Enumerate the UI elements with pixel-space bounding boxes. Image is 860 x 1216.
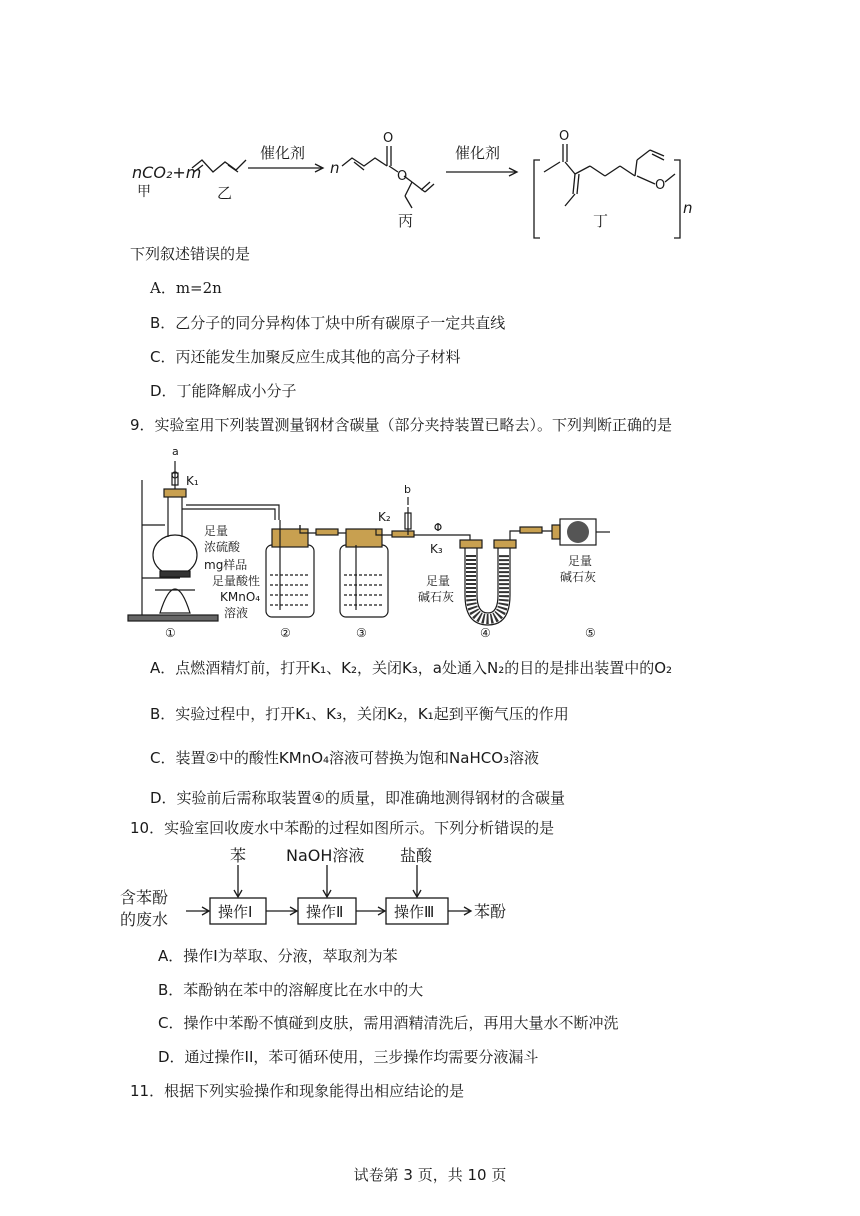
bing-o-label-top: O [383, 131, 394, 146]
q10-option-c: C．操作中苯酚不慎碰到皮肤，需用酒精清洗后，再用大量水不断冲洗 [158, 1014, 619, 1032]
label-lime-1: 足量 [426, 574, 451, 588]
q9-stem: 9．实验室用下列装置测量钢材含碳量（部分夹持装置已略去）。下列判断正确的是 [130, 416, 673, 434]
q8-stem: 下列叙述错误的是 [130, 245, 251, 263]
page-footer: 试卷第 3 页，共 10 页 [353, 1166, 507, 1184]
label-sample: mg样品 [204, 558, 248, 572]
reactant-formula: nCO₂+m [132, 163, 202, 182]
q8-option-b: B．乙分子的同分异构体丁炔中所有碳原子一定共直线 [150, 314, 506, 332]
q8-option-a: A．m=2n [150, 279, 222, 297]
bottle-2 [266, 545, 314, 617]
q9-option-c: C．装置②中的酸性KMnO₄溶液可替换为饱和NaHCO₃溶液 [150, 749, 540, 767]
catalyst-label-2: 催化剂 [455, 144, 501, 162]
label-b: b [404, 483, 411, 496]
flow-input-1: 含苯酚 [120, 888, 169, 907]
q8-option-d: D．丁能降解成小分子 [150, 382, 297, 400]
q9-apparatus-diagram [120, 445, 740, 645]
label-lime-3: 足量 [568, 554, 593, 568]
q10-option-a: A．操作I为萃取、分液，萃取剂为苯 [158, 947, 398, 965]
stand-base [128, 615, 218, 621]
label-ding: 丁 [593, 212, 609, 230]
bing-o-label-ester: O [397, 169, 408, 184]
arrow-2 [446, 168, 517, 176]
q8-option-c: C．丙还能发生加聚反应生成其他的高分子材料 [150, 348, 461, 366]
flow-reagent-hcl: 盐酸 [400, 846, 433, 865]
reaction-scheme [0, 110, 860, 240]
flow-op3-label: 操作Ⅲ [394, 903, 435, 921]
n-prefix: n [330, 159, 340, 177]
label-unit-2: ② [280, 626, 291, 640]
label-k3: K₃ [430, 542, 443, 556]
label-unit-4: ④ [480, 626, 491, 640]
q10-flowchart [120, 845, 680, 935]
label-k2: K₂ [378, 510, 391, 524]
label-jia: 甲 [137, 184, 151, 200]
label-unit-5: ⑤ [585, 626, 596, 640]
ding-o-label-carbonyl: O [559, 129, 570, 144]
q9-option-d: D．实验前后需称取装置④的质量，即准确地测得钢材的含碳量 [150, 789, 566, 807]
flask-body [153, 535, 197, 575]
label-lime-4: 碱石灰 [560, 570, 597, 584]
label-unit-1: ① [165, 626, 176, 640]
q9-option-a: A．点燃酒精灯前，打开K₁、K₂，关闭K₃，a处通入N₂的目的是排出装置中的O₂ [150, 659, 673, 677]
flow-op1-label: 操作I [218, 903, 253, 921]
label-lime-2: 碱石灰 [418, 590, 455, 604]
label-kmno4-3: 溶液 [224, 606, 249, 620]
label-yi: 乙 [217, 184, 233, 202]
label-a: a [172, 445, 179, 458]
q10-option-b: B．苯酚钠在苯中的溶解度比在水中的大 [158, 981, 424, 999]
label-k1: K₁ [186, 474, 199, 488]
label-kmno4-1: 足量酸性 [212, 574, 261, 588]
flow-op2-label: 操作Ⅱ [306, 903, 344, 921]
q9-option-b: B．实验过程中，打开K₁、K₃，关闭K₂，K₁起到平衡气压的作用 [150, 705, 569, 723]
label-bing: 丙 [398, 212, 414, 230]
bottle-3 [340, 545, 388, 617]
q10-stem: 10．实验室回收废水中苯酚的过程如图所示。下列分析错误的是 [130, 819, 555, 837]
flow-input-2: 的废水 [120, 910, 169, 929]
flow-reagent-naoh: NaOH溶液 [286, 846, 365, 865]
label-unit-3: ③ [356, 626, 367, 640]
flow-reagent-benzene: 苯 [230, 846, 247, 865]
ding-o-label-ether: O [655, 178, 666, 193]
label-acid-1: 足量 [204, 524, 229, 538]
n-subscript: n [683, 199, 693, 217]
bing-structure [342, 146, 434, 208]
q11-stem: 11．根据下列实验操作和现象能得出相应结论的是 [130, 1082, 465, 1100]
catalyst-label-1: 催化剂 [260, 144, 306, 162]
label-kmno4-2: KMnO₄ [220, 590, 261, 604]
label-acid-2: 浓硫酸 [204, 540, 241, 554]
arrow-1 [248, 164, 323, 172]
q10-option-d: D．通过操作II，苯可循环使用，三步操作均需要分液漏斗 [158, 1048, 539, 1066]
flow-output: 苯酚 [474, 902, 507, 921]
